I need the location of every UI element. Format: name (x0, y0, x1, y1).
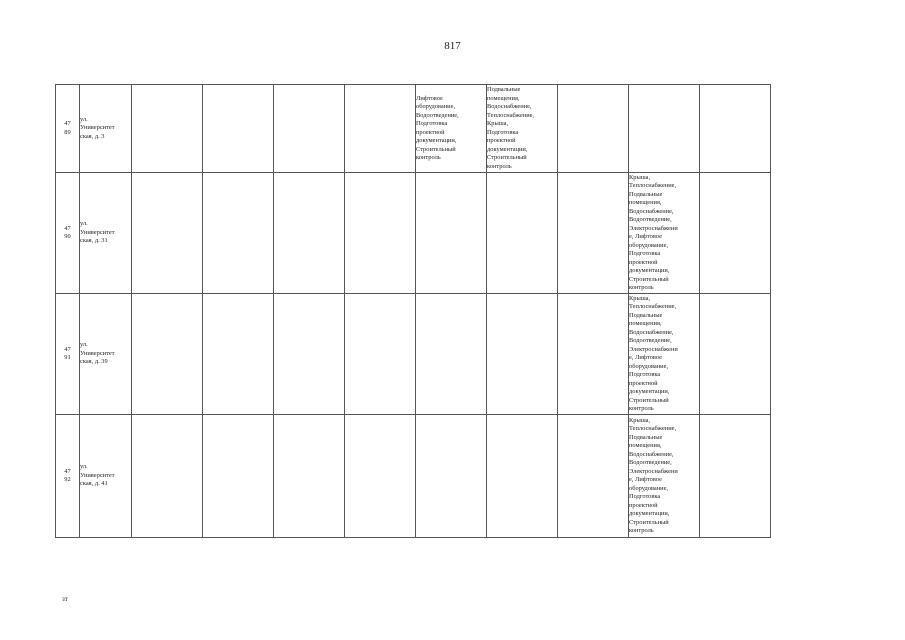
work-list-cell (416, 415, 487, 538)
address-cell: ул. Университет ская, д. 31 (80, 173, 132, 294)
empty-cell (203, 85, 274, 173)
work-list-cell (487, 294, 558, 415)
empty-cell (132, 415, 203, 538)
work-list-cell: Подвальные помещения, Водоснабжение, Теплоснабжение, Крыша, Подготовка проектной документации, Строительный контроль (487, 85, 558, 173)
empty-cell (132, 294, 203, 415)
address-cell: ул. Университет ская, д. 41 (80, 415, 132, 538)
empty-cell (558, 85, 629, 173)
work-list-cell: Крыша, Теплоснабжение, Подвальные помещения, Водоснабжение, Водоотведение, Электроснабжени е, Лифтовое оборудование, Подготовка проектной документации, Строительный контроль (629, 173, 700, 294)
work-list-cell (629, 85, 700, 173)
address-cell: ул. Университет ская, д. 3 (80, 85, 132, 173)
page-number: 817 (444, 40, 461, 52)
table-row (56, 415, 829, 538)
empty-cell (700, 85, 771, 173)
empty-cell (132, 173, 203, 294)
address-cell: ул. Университет ская, д. 39 (80, 294, 132, 415)
row-number-cell: 47 89 (56, 85, 80, 173)
empty-cell (203, 173, 274, 294)
work-list-cell (416, 173, 487, 294)
empty-cell (274, 294, 345, 415)
row-number-cell: 47 92 (56, 415, 80, 538)
empty-cell (132, 85, 203, 173)
table-row (56, 85, 829, 173)
empty-cell (558, 173, 629, 294)
empty-cell (700, 173, 771, 294)
work-list-cell (487, 415, 558, 538)
empty-cell (345, 294, 416, 415)
row-number-cell: 47 91 (56, 294, 80, 415)
empty-cell (345, 85, 416, 173)
footer-mark: зт (62, 595, 68, 603)
empty-cell (558, 415, 629, 538)
works-table (55, 84, 829, 538)
empty-cell (274, 173, 345, 294)
empty-cell (274, 415, 345, 538)
empty-cell (345, 415, 416, 538)
work-list-cell: Лифтовое оборудование, Водоотведение, Подготовка проектной документации, Строительный контроль (416, 85, 487, 173)
work-list-cell: Крыша, Теплоснабжение, Подвальные помещения, Водоснабжение, Водоотведение, Электроснабжени е, Лифтовое оборудование, Подготовка проектной документации, Строительный контроль (629, 415, 700, 538)
empty-cell (203, 294, 274, 415)
work-list-cell: Крыша, Теплоснабжение, Подвальные помещения, Водоснабжение, Водоотведение, Электроснабжени е, Лифтовое оборудование, Подготовка проектной документации, Строительный контроль (629, 294, 700, 415)
table-row (56, 173, 829, 294)
empty-cell (274, 85, 345, 173)
empty-cell (558, 294, 629, 415)
empty-cell (345, 173, 416, 294)
work-list-cell (416, 294, 487, 415)
empty-cell (203, 415, 274, 538)
empty-cell (700, 294, 771, 415)
table-row (56, 294, 829, 415)
row-number-cell: 47 90 (56, 173, 80, 294)
work-list-cell (487, 173, 558, 294)
empty-cell (700, 415, 771, 538)
